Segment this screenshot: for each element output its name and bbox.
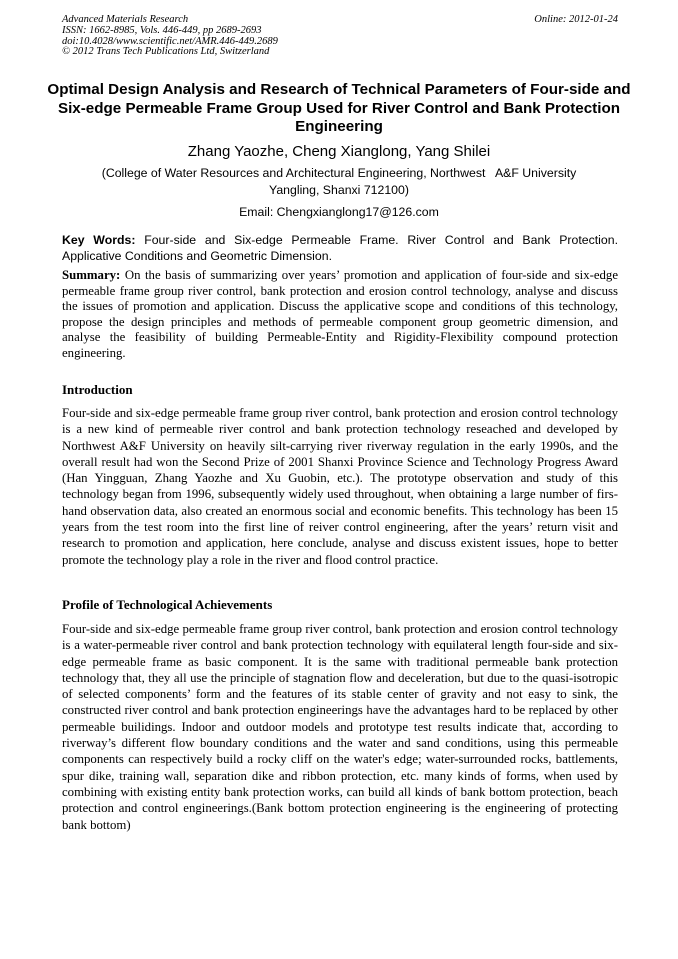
affiliation-line-2: Yangling, Shanxi 712100) [269,182,409,197]
affiliation [80,165,598,198]
copyright-line: © 2012 Trans Tech Publications Ltd, Switzerland [62,46,270,58]
summary-label: Summary: [62,268,121,282]
introduction-heading: Introduction [62,382,133,397]
profile-paragraph: Four-side and six-edge permeable frame group river control, bank protection and erosion control technology is a water-permeable river control and bank protection technology with equilateral length four-side and six-edge permeable frame as basic component. It is the same with traditional permeable bank protection technology that, they all use the principle of stagnation flow and deceleration, but due to the quasi-isotropic of selected components’ form and the features of its stable center of gravity and not easy to sink, the constructed river control and bank protection engineerings have the advantages hard to be replaced by other permeable builidings. Indoor and outdoor models and prototype test results indicate that, according to riverway’s different flow boundary conditions and the water and sand conditions, using this permeable components can respectively build a rocky cliff on the water's edge; water-surrounded rocks, battlements, spur dike, training wall, separation dike and ribbon protection, etc. many kinds of forms, when used by combining with existing entity bank protection works, can build all kinds of bank bottom protection, beach protection and control engineerings.(Bank bottom protection engineering is the engineering of protecting bank bottom) [62,622,618,832]
author-email: Email: Chengxianglong17@126.com [239,205,439,219]
summary-block [62,268,618,362]
profile-heading: Profile of Technological Achievements [62,597,273,612]
keywords-label: Key Words: [62,233,136,247]
paper-title: Optimal Design Analysis and Research of Technical Parameters of Four-side and Six-edge Permeable Frame Group Used for River Control and Bank Protection Engineering [47,81,631,136]
doi-line: doi:10.4028/www.scientific.net/AMR.446-449.2689 [62,35,278,47]
affiliation-line-1: (College of Water Resources and Architectural Engineering, Northwest A&F University [101,166,577,180]
journal-header [62,15,618,58]
journal-name: Advanced Materials Research [62,14,189,25]
paper-authors: Zhang Yaozhe, Cheng Xianglong, Yang Shilei [187,143,491,160]
introduction-paragraph: Four-side and six-edge permeable frame group river control, bank protection and erosion control technology is a new kind of permeable river control and bank protection technology reseached and developed by Northwest A&F University on heavily silt-carrying river riverway regulation in the early 1990s, and the overall result had won the Second Prize of 2001 Shanxi Province Science and Technology Progress Award (Han Yingguan, Zhang Yaozhe and Xu Guobin, etc.). The prototype observation and study of this technology began from 1996, subsequently widely used throughout, when obtaining a large number of firs-hand observation data, also created an enormous social and economic benefits. This technology has been 15 years from the test room into the first line of reiver control engineering, after the years’ return visit and research to promotion and application, here conclude, analyse and discuss existent issues, hope to better promote the technology play a role in the river and flood control practice. [62,406,618,567]
online-date: Online: 2012-01-24 [534,14,618,25]
keywords-text: Four-side and Six-edge Permeable Frame. River Control and Bank Protection. Applicative Conditions and Geometric Dimension. [62,233,618,263]
issn-line: ISSN: 1662-8985, Vols. 446-449, pp 2689-2693 [62,24,262,36]
summary-text: On the basis of summarizing over years’ promotion and application of four-side and six-edge permeable frame group river control, bank protection and erosion control technology, analyse and discuss the issues of promotion and application. Discuss the applicative scope and conditions of this technology, propose the design principles and methods of permeable component group geometric dimension, and analyse the feasibility of building Permeable-Entity and Rigidity-Flexibility compound protection engineering. [62,268,619,360]
keywords-block [62,233,618,264]
